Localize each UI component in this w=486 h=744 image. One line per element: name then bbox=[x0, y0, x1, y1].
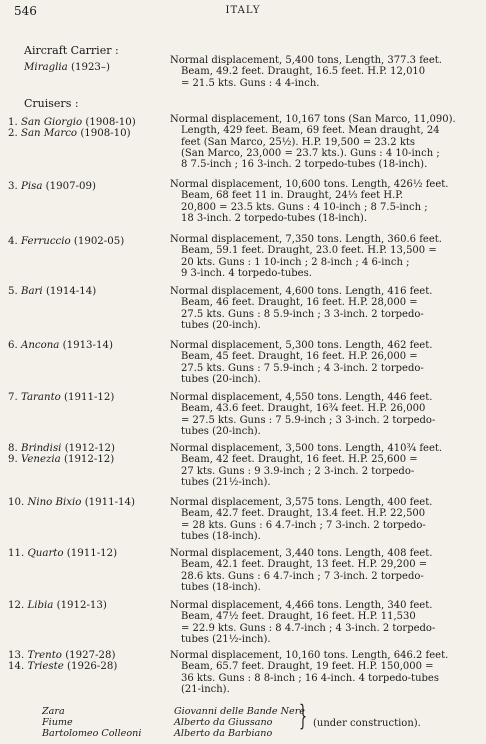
description-line: Beam, 42.7 feet. Draught, 13.4 feet. H.P. 22,500 bbox=[181, 508, 426, 520]
description-line: tubes (21½-inch). bbox=[181, 476, 271, 488]
description-line: Beam, 42.1 feet. Draught, 13 feet. H.P. 29,200 = bbox=[181, 559, 428, 571]
ship-number: 11. bbox=[8, 548, 25, 559]
description-line: 20 kts. Guns : 1 10-inch ; 2 8-inch ; 4 6-inch ; bbox=[181, 256, 410, 268]
ship-years: (1908-10) bbox=[85, 117, 136, 128]
ship-description bbox=[170, 392, 476, 437]
description-line: Beam, 68 feet 11 in. Draught, 24⅓ feet H.P. bbox=[181, 190, 404, 202]
ship-name-label bbox=[8, 340, 113, 351]
description-line: Normal displacement, 4,466 tons. Length, 340 feet. bbox=[170, 600, 433, 611]
ship-description bbox=[170, 340, 476, 385]
description-line: tubes (20-inch). bbox=[181, 319, 261, 331]
uc-right-list bbox=[174, 706, 305, 739]
ship-name-label bbox=[8, 128, 131, 139]
uc-left-name: Fiume bbox=[42, 717, 73, 728]
ship-number: 10. bbox=[8, 497, 25, 508]
description-line: 20,800 = 23.5 kts. Guns : 4 10-inch ; 8 7.5-inch ; bbox=[181, 201, 428, 213]
description-line: = 28 kts. Guns : 6 4.7-inch ; 7 3-inch. 2 torpedo- bbox=[181, 519, 426, 531]
ship-name-label bbox=[8, 286, 96, 297]
page-title: ITALY bbox=[225, 5, 261, 16]
description-line: tubes (20-inch). bbox=[181, 373, 261, 385]
ship-name-label bbox=[8, 117, 136, 128]
description-line: Normal displacement, 5,400 tons, Length, 377.3 feet. bbox=[170, 55, 442, 66]
ship-name-label bbox=[8, 497, 135, 508]
description-line: tubes (18-inch). bbox=[181, 581, 261, 593]
ship-name-label bbox=[8, 454, 114, 465]
ship-description bbox=[170, 286, 476, 331]
ship-number: 7. bbox=[8, 392, 18, 403]
description-line: 36 kts. Guns : 8 8-inch ; 16 4-inch. 4 torpedo-tubes bbox=[181, 672, 439, 684]
ship-name: Ancona bbox=[20, 340, 60, 351]
ship-years: (1911-14) bbox=[84, 497, 135, 508]
ship-number: 3. bbox=[8, 181, 18, 192]
description-line: 27.5 kts. Guns : 8 5.9-inch ; 3 3-inch. 2 torpedo- bbox=[181, 308, 424, 320]
description-line: Normal displacement, 4,550 tons. Length, 446 feet. bbox=[170, 392, 433, 403]
ship-name: Nino Bixio bbox=[27, 497, 82, 508]
description-line: Normal displacement, 5,300 tons. Length, 462 feet. bbox=[170, 340, 433, 351]
ship-name: Taranto bbox=[20, 392, 61, 403]
description-line: = 21.5 kts. Guns : 4 4-inch. bbox=[181, 77, 320, 89]
ship-name-label bbox=[8, 661, 117, 672]
ship-name: Venezia bbox=[20, 454, 61, 465]
ship-number: 2. bbox=[8, 128, 18, 139]
description-line: Normal displacement, 3,440 tons. Length, 408 feet. bbox=[170, 548, 433, 559]
description-line: Beam, 49.2 feet. Draught, 16.5 feet. H.P. 12,010 bbox=[181, 66, 426, 78]
description-line: Length, 429 feet. Beam, 69 feet. Mean draught, 24 bbox=[181, 125, 440, 137]
description-line: Beam, 47½ feet. Draught, 16 feet. H.P. 11,530 bbox=[181, 611, 416, 623]
description-line: 27.5 kts. Guns : 7 5.9-inch ; 4 3-inch. 2 torpedo- bbox=[181, 362, 424, 374]
aircraft-carrier-heading: Aircraft Carrier : bbox=[24, 44, 119, 57]
ship-name: San Marco bbox=[20, 128, 78, 139]
description-line: (San Marco, 23,000 = 23.7 kts.). Guns : 4 10-inch ; bbox=[181, 147, 440, 159]
ship-name: Libia bbox=[27, 600, 54, 611]
description-line: Normal displacement, 4,600 tons. Length, 416 feet. bbox=[170, 286, 433, 297]
uc-left-name: Bartolomeo Colleoni bbox=[42, 728, 142, 739]
ship-description bbox=[170, 548, 476, 593]
ship-name: Quarto bbox=[27, 548, 64, 559]
ship-number: 6. bbox=[8, 340, 18, 351]
uc-right-name: Alberto da Giussano bbox=[174, 717, 273, 728]
description-line: 27 kts. Guns : 9 3.9-inch ; 2 3-inch. 2 torpedo- bbox=[181, 465, 415, 477]
ship-description bbox=[170, 234, 476, 279]
description-line: tubes (21½-inch). bbox=[181, 633, 271, 645]
ship-years: (1913-14) bbox=[62, 340, 113, 351]
description-line: Normal displacement, 10,600 tons. Length, 426½ feet. bbox=[170, 179, 449, 190]
description-line: 8 7.5-inch ; 16 3-inch. 2 torpedo-tubes (18-inch). bbox=[181, 159, 428, 171]
ship-years: (1923–) bbox=[71, 62, 110, 73]
ship-years: (1914-14) bbox=[45, 286, 97, 297]
ship-years: (1911-12) bbox=[66, 548, 118, 559]
ship-name: Trento bbox=[27, 650, 62, 661]
description-line: Beam, 42 feet. Draught, 16 feet. H.P. 25,600 = bbox=[181, 454, 418, 466]
description-line: Beam, 46 feet. Draught, 16 feet. H.P. 28,000 = bbox=[181, 297, 418, 309]
ship-description bbox=[170, 179, 476, 224]
ship-name: San Giorgio bbox=[20, 117, 83, 128]
ship-name-label bbox=[8, 650, 115, 661]
ship-number: 4. bbox=[8, 236, 18, 247]
ship-description bbox=[170, 443, 476, 488]
description-line: Beam, 59.1 feet. Draught, 23.0 feet. H.P. 13,500 = bbox=[181, 245, 437, 257]
ship-name: Brindisi bbox=[20, 443, 62, 454]
uc-left-list bbox=[42, 706, 141, 739]
description-line: Normal displacement, 10,167 tons (San Marco, 11,090). bbox=[170, 114, 456, 125]
uc-right-name: Giovanni delle Bande Nere bbox=[174, 706, 305, 717]
ship-name-label bbox=[8, 181, 96, 192]
ship-description bbox=[170, 114, 476, 170]
ship-name: Miraglia bbox=[24, 62, 68, 73]
ship-name-label bbox=[8, 600, 107, 611]
description-line: feet (San Marco, 25½). H.P. 19,500 = 23.2 kts bbox=[181, 136, 416, 148]
ship-years: (1907-09) bbox=[45, 181, 96, 192]
description-line: Beam, 65.7 feet. Draught, 19 feet. H.P. 150,000 = bbox=[181, 661, 434, 673]
description-line: Normal displacement, 3,500 tons. Length, 410¾ feet. bbox=[170, 443, 443, 454]
ship-name-label bbox=[24, 62, 110, 73]
description-line: Normal displacement, 3,575 tons. Length, 400 feet. bbox=[170, 497, 433, 508]
cruisers-heading: Cruisers : bbox=[24, 97, 79, 110]
ship-name-label bbox=[8, 443, 115, 454]
ship-years: (1926-28) bbox=[67, 661, 118, 672]
ship-years: (1927-28) bbox=[65, 650, 116, 661]
ship-years: (1902-05) bbox=[73, 236, 125, 247]
ship-number: 13. bbox=[8, 650, 25, 661]
description-line: tubes (20-inch). bbox=[181, 425, 261, 437]
description-line: Normal displacement, 10,160 tons. Length, 646.2 feet. bbox=[170, 650, 449, 661]
under-construction-note: (under construction). bbox=[313, 718, 421, 729]
description-line: (21-inch). bbox=[181, 683, 230, 695]
ship-description bbox=[170, 650, 476, 695]
ship-name: Bari bbox=[20, 286, 43, 297]
ship-name: Ferruccio bbox=[20, 236, 71, 247]
page-number: 546 bbox=[14, 4, 37, 18]
ship-number: 8. bbox=[8, 443, 18, 454]
curly-brace: } bbox=[299, 699, 308, 732]
ship-description bbox=[170, 497, 476, 542]
ship-description bbox=[170, 600, 476, 645]
ship-name-label bbox=[8, 392, 114, 403]
description-line: tubes (18-inch). bbox=[181, 530, 261, 542]
ship-name: Pisa bbox=[20, 181, 43, 192]
uc-left-name: Zara bbox=[42, 706, 65, 717]
ship-number: 1. bbox=[8, 117, 18, 128]
ship-name-label bbox=[8, 236, 124, 247]
ship-years: (1911-12) bbox=[64, 392, 115, 403]
ship-years: (1912-12) bbox=[63, 454, 115, 465]
ship-description bbox=[170, 55, 476, 89]
description-line: 9 3-inch. 4 torpedo-tubes. bbox=[181, 267, 312, 279]
ship-name-label bbox=[8, 548, 117, 559]
ship-years: (1912-13) bbox=[56, 600, 107, 611]
ship-name: Trieste bbox=[27, 661, 64, 672]
ship-number: 9. bbox=[8, 454, 18, 465]
ship-years: (1908-10) bbox=[80, 128, 131, 139]
description-line: = 27.5 kts. Guns : 7 5.9-inch ; 3 3-inch. 2 torpedo- bbox=[181, 414, 436, 426]
description-line: 28.6 kts. Guns : 6 4.7-inch ; 7 3-inch. 2 torpedo- bbox=[181, 570, 424, 582]
description-line: 18 3-inch. 2 torpedo-tubes (18-inch). bbox=[181, 212, 368, 224]
description-line: Beam, 43.6 feet. Draught, 16¾ feet. H.P. 26,000 bbox=[181, 403, 426, 415]
description-line: = 22.9 kts. Guns : 8 4.7-inch ; 4 3-inch. 2 torpedo- bbox=[181, 622, 436, 634]
ship-number: 5. bbox=[8, 286, 18, 297]
ship-number: 12. bbox=[8, 600, 25, 611]
description-line: Normal displacement, 7,350 tons. Length, 360.6 feet. bbox=[170, 234, 442, 245]
uc-right-name: Alberto da Barbiano bbox=[174, 728, 273, 739]
description-line: Beam, 45 feet. Draught, 16 feet. H.P. 26,000 = bbox=[181, 351, 418, 363]
ship-years: (1912-12) bbox=[64, 443, 115, 454]
ship-number: 14. bbox=[8, 661, 25, 672]
